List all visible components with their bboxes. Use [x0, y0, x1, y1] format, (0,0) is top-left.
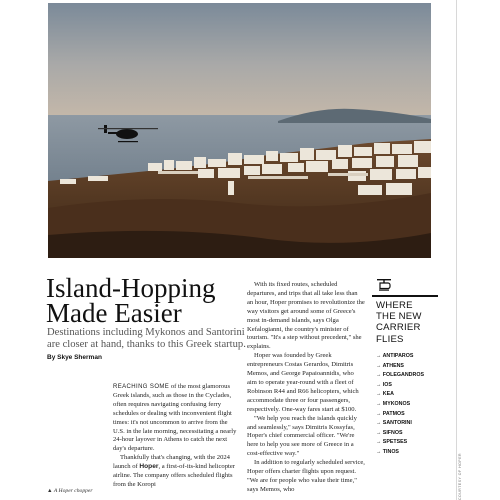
- article-headline: [46, 273, 236, 328]
- list-item: → TINOS: [376, 448, 399, 455]
- lead-in: REACHING SOME: [113, 384, 170, 390]
- photo-caption: ▲ A Hoper chopper: [47, 488, 93, 494]
- island-name: TINOS: [382, 448, 399, 455]
- paragraph-2-end: , a first-of-its-kind helicopter airline. The company offers scheduled flights from the Koropi: [113, 463, 235, 488]
- island-name: SPETSES: [382, 439, 408, 446]
- list-item: → IOS: [376, 381, 392, 388]
- island-name: MYKONOS: [382, 400, 411, 407]
- body-column-1: [113, 383, 238, 490]
- byline: By Skye Sherman: [47, 354, 102, 362]
- list-item: → SPETSES: [376, 439, 408, 446]
- sidebar-title: [376, 300, 442, 345]
- sidebar-title-line: THE NEW: [376, 311, 422, 323]
- headline-line-1: Island-Hopping: [46, 273, 216, 303]
- island-list: [376, 352, 424, 458]
- hero-photo: [48, 3, 431, 258]
- list-item: → FOLEGANDROS: [376, 372, 424, 379]
- col2-paragraph-4: In addition to regularly scheduled service, Hoper offers charter flights upon request. "We are for people who value their time," says Memos, who: [247, 459, 365, 493]
- brand-name: Hoper: [139, 463, 159, 471]
- list-item: → KEA: [376, 391, 394, 398]
- body-column-2: [247, 281, 365, 495]
- sidebar-title-line: CARRIER: [376, 322, 421, 334]
- list-item: → SANTORINI: [376, 420, 412, 427]
- paragraph-1: [113, 383, 238, 454]
- helicopter-icon: [376, 278, 392, 291]
- island-name: FOLEGANDROS: [382, 372, 424, 379]
- photo-credit: COURTESY OF HOPER: [458, 452, 462, 500]
- list-item: → MYKONOS: [376, 400, 411, 407]
- list-item: → ANTIPAROS: [376, 353, 414, 359]
- list-item: → ATHENS: [376, 362, 404, 369]
- paragraph-2-start: Thankfully that's changing, with the 2024 launch of: [113, 454, 230, 471]
- col2-paragraph-3: "We help you reach the islands quickly and seamlessly," says Dimitris Kossyfas, Hoper's chief commercial officer. "We're here to help you see more of Greece in a cost-effective way.": [247, 414, 357, 458]
- article-dek: [47, 327, 247, 365]
- page-edge-rule: [456, 0, 457, 500]
- island-name: PATMOS: [382, 410, 405, 417]
- sidebar-title-line: WHERE: [376, 300, 413, 311]
- island-name: SANTORINI: [382, 420, 412, 427]
- hero-photo-illustration: [48, 3, 431, 258]
- list-item: → SIFNOS: [376, 429, 403, 436]
- headline-line-2: Made Easier: [46, 298, 182, 328]
- island-name: SIFNOS: [382, 429, 403, 436]
- col2-paragraph-1: With its fixed routes, scheduled departures, and trips that all take less than an hour, Hoper promises to revolutionize the way visitors get around some of Greece's most in-demand islands, says Olga Kefalogianni, the country's minister of tourism. "It's a step without precedent," she explains.: [247, 281, 365, 351]
- col2-paragraph-2: Hoper was founded by Greek entrepreneurs Costas Gerardos, Dimitris Memos, and George Papaioannidis, who aim to operate year-round with a fleet of Robinson R44 and R66 helicopters, which accommodate three or four passengers, respectively. One-way fares start at $100.: [247, 352, 359, 413]
- caption-text: A Hoper chopper: [53, 488, 93, 494]
- sidebar-title-line: FLIES: [376, 333, 404, 345]
- island-name: KEA: [382, 391, 394, 398]
- paragraph-2: [113, 454, 238, 490]
- island-name: ANTIPAROS: [382, 353, 414, 359]
- paragraph-1-text: of the most glamorous Greek islands, such as those in the Cyclades, often requires navigating confusing ferry schedules or dealing with inconvenient flight times: it's not uncommon to arrive from the U.S. in the late morning, necessitating a nearly 24-hour layover in Athens to catch the next day's departure.: [113, 383, 237, 453]
- sidebar-rule: [372, 295, 438, 297]
- island-name: ATHENS: [382, 362, 404, 369]
- island-name: IOS: [382, 381, 392, 388]
- list-item: → PATMOS: [376, 410, 405, 417]
- dek-text: Destinations including Mykonos and Santorini are closer at hand, thanks to this Greek startup.: [47, 327, 246, 351]
